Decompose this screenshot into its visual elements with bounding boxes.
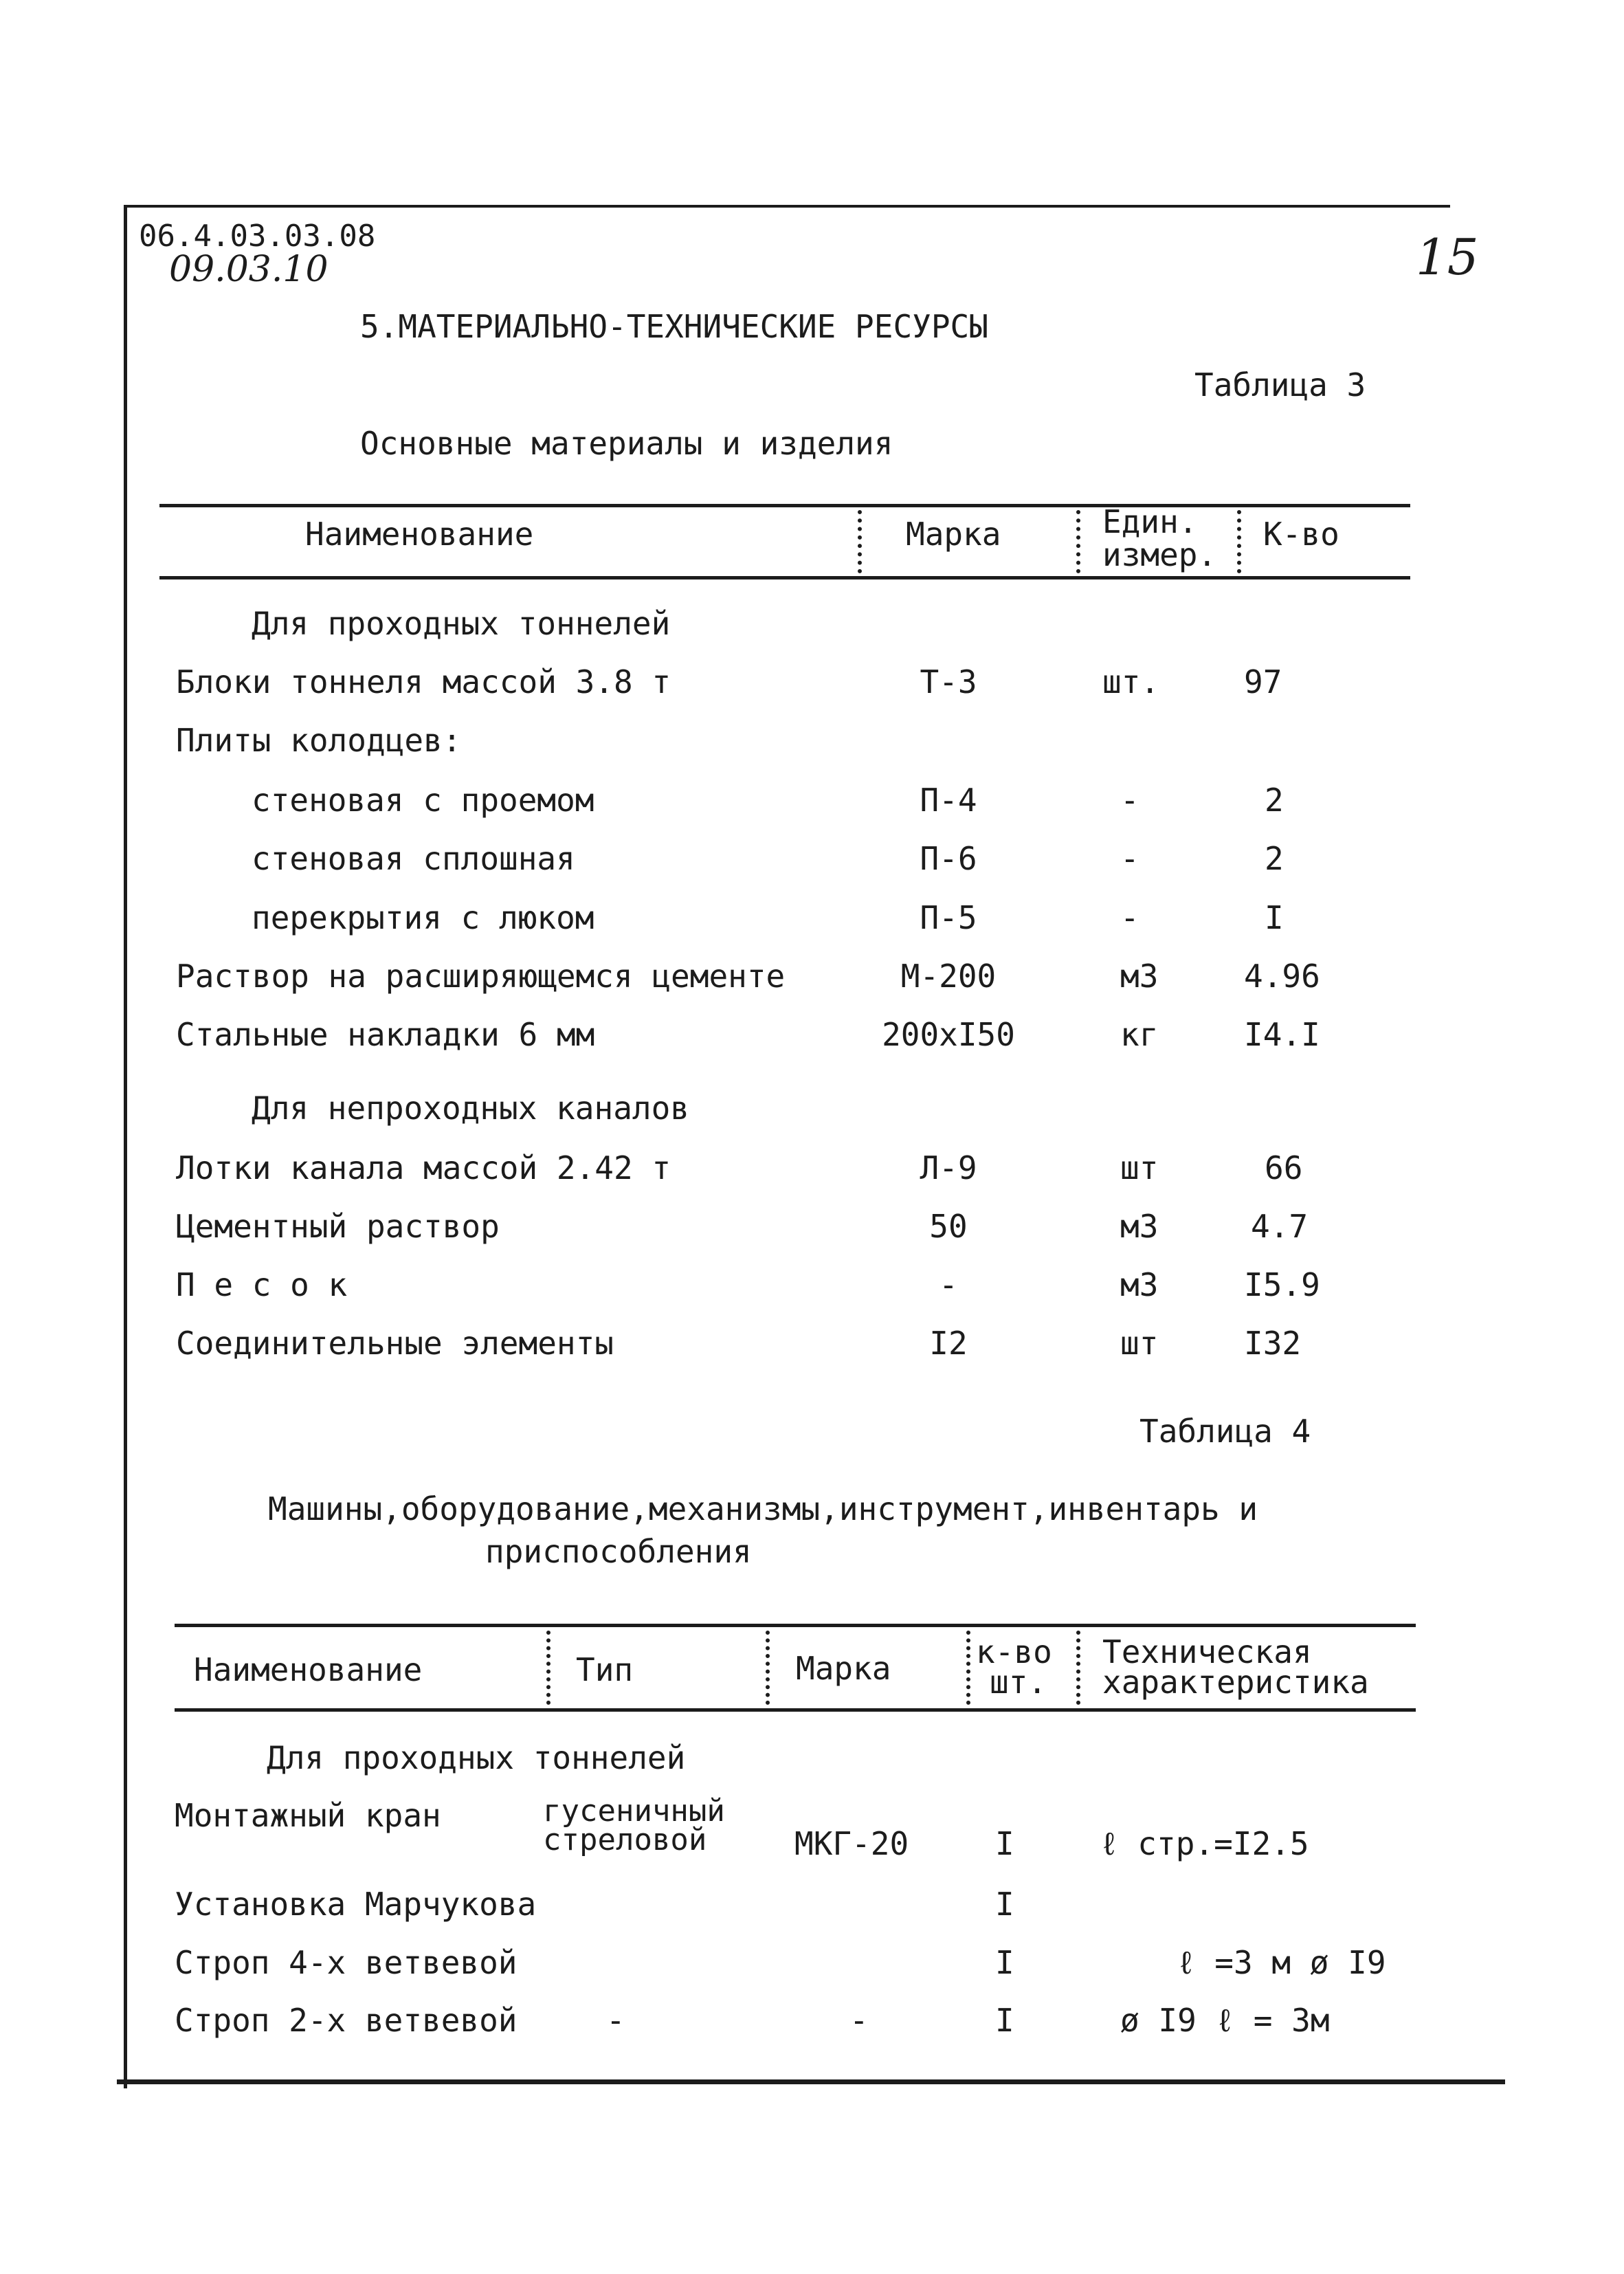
table4-title-line1: Машины,оборудование,механизмы,инструмент,инвентарь и	[268, 1490, 1258, 1527]
page-number: 15	[1416, 228, 1479, 286]
table4-separator	[1076, 1631, 1084, 1705]
table3-row-qty: 66	[1265, 1149, 1303, 1186]
table3-header-unit: Един.	[1102, 503, 1198, 540]
table3-title: Основные материалы и изделия	[360, 425, 893, 462]
table4-row-type: -	[606, 2002, 625, 2039]
table4-header-tech: Техническая	[1102, 1633, 1312, 1670]
table3-row-unit: м3	[1120, 1266, 1159, 1303]
table4-header-qty: шт.	[990, 1664, 1047, 1701]
table3-row-mark: П-4	[920, 782, 977, 819]
table3-row-mark: 50	[929, 1208, 968, 1245]
table4-row-qty: I	[995, 1825, 1014, 1862]
table4-row-qty: I	[995, 2002, 1014, 2039]
table4-header-name: Наименование	[194, 1651, 423, 1688]
table3-row-unit: м3	[1120, 958, 1159, 995]
table4-row-mark: МКГ-20	[794, 1825, 909, 1862]
table4-header-type: Тип	[576, 1651, 634, 1688]
table3-row-mark: -	[939, 1266, 958, 1303]
table4-header-mark: Марка	[796, 1650, 891, 1687]
table3-row-unit: шт.	[1102, 663, 1160, 700]
table3-row-name: Стальные накладки 6 мм	[176, 1016, 595, 1053]
table3-row-qty: I4.I	[1244, 1016, 1320, 1053]
table3-row-qty: I5.9	[1244, 1266, 1320, 1303]
table3-row-qty: I32	[1244, 1325, 1302, 1362]
handwritten-code: 09.03.10	[169, 249, 329, 290]
table3-subgroup-heading: Плиты колодцев:	[176, 722, 462, 759]
table3-row-unit: м3	[1120, 1208, 1159, 1245]
table4-separator	[966, 1631, 975, 1705]
table4-label: Таблица 4	[1139, 1413, 1311, 1450]
frame-left-border	[124, 205, 127, 2088]
frame-top-border	[124, 205, 1450, 208]
table3-row-qty: 2	[1265, 840, 1284, 877]
table3-row-name: стеновая сплошная	[252, 840, 575, 877]
table3-row-mark: I2	[929, 1325, 968, 1362]
table4-header-rule	[175, 1708, 1416, 1712]
table3-row-mark: 200хI50	[882, 1016, 1015, 1053]
table3-top-rule	[159, 504, 1410, 507]
table4-row-name: Строп 4-х ветвевой	[175, 1944, 518, 1981]
table3-group-heading: Для непроходных каналов	[252, 1090, 689, 1127]
table3-row-name: Лотки канала массой 2.42 т	[176, 1149, 671, 1186]
table3-row-qty: 4.96	[1244, 958, 1320, 995]
table3-row-mark: М-200	[900, 958, 997, 995]
table3-row-unit: -	[1120, 840, 1139, 877]
table4-row-tech: ℓ стр.=I2.5	[1100, 1825, 1309, 1862]
table4-row-type: стреловой	[543, 1822, 707, 1857]
table4-header-qty: к-во	[976, 1633, 1052, 1670]
table3-label: Таблица 3	[1194, 366, 1366, 404]
table4-row-tech: ℓ =3 м ø I9	[1177, 1944, 1386, 1981]
table3-header-name: Наименование	[305, 516, 534, 553]
table3-header-mark: Марка	[906, 516, 1001, 553]
table4-title-line2: приспособления	[485, 1533, 752, 1570]
table4-row-name: Установка Марчукова	[175, 1886, 537, 1923]
table3-row-qty: 97	[1244, 663, 1282, 700]
table3-row-unit: -	[1120, 782, 1139, 819]
table3-row-unit: шт	[1120, 1149, 1159, 1186]
table3-row-unit: кг	[1120, 1016, 1159, 1053]
table3-row-name: П е с о к	[176, 1266, 348, 1303]
table3-row-qty: 2	[1265, 782, 1284, 819]
table3-header-unit: измер.	[1102, 536, 1217, 573]
table3-header-rule	[159, 576, 1410, 579]
table3-row-unit: -	[1120, 899, 1139, 936]
table4-row-qty: I	[995, 1886, 1014, 1923]
table3-row-qty: I	[1265, 899, 1284, 936]
table3-row-name: Раствор на расширяющемся цементе	[176, 958, 786, 995]
table4-top-rule	[175, 1624, 1416, 1627]
table3-group-heading: Для проходных тоннелей	[252, 605, 671, 642]
table3-row-name: Цементный раствор	[176, 1208, 500, 1245]
table4-group-heading: Для проходных тоннелей	[267, 1739, 686, 1776]
table3-row-qty: 4.7	[1251, 1208, 1309, 1245]
table3-separator	[1237, 510, 1245, 573]
document-code: 06.4.03.03.08	[139, 219, 376, 254]
table3-separator	[1076, 510, 1084, 573]
frame-bottom-border	[117, 2079, 1505, 2084]
table3-row-name: Блоки тоннеля массой 3.8 т	[176, 663, 671, 700]
table4-separator	[546, 1631, 555, 1705]
section-title: 5.МАТЕРИАЛЬНО-ТЕХНИЧЕСКИЕ РЕСУРСЫ	[360, 308, 988, 345]
table3-row-mark: П-5	[920, 899, 977, 936]
table3-row-name: стеновая с проемом	[252, 782, 594, 819]
table4-row-name: Монтажный кран	[175, 1797, 441, 1834]
table3-row-mark: П-6	[920, 840, 977, 877]
table4-header-tech: характеристика	[1102, 1664, 1369, 1701]
table3-row-mark: Т-3	[920, 663, 977, 700]
table3-row-name: перекрытия с люком	[252, 899, 594, 936]
table3-row-name: Соединительные элементы	[176, 1325, 614, 1362]
table3-header-qty: К-во	[1263, 516, 1339, 553]
table3-separator	[858, 510, 866, 573]
table4-row-type: гусеничный	[543, 1793, 725, 1829]
table4-row-tech: ø I9 ℓ = 3м	[1120, 2002, 1330, 2039]
table3-row-unit: шт	[1120, 1325, 1159, 1362]
table4-row-name: Строп 2-х ветвевой	[175, 2002, 518, 2039]
table4-row-mark: -	[849, 2002, 869, 2039]
table3-row-mark: Л-9	[920, 1149, 977, 1186]
table4-row-qty: I	[995, 1944, 1014, 1981]
table4-separator	[766, 1631, 774, 1705]
